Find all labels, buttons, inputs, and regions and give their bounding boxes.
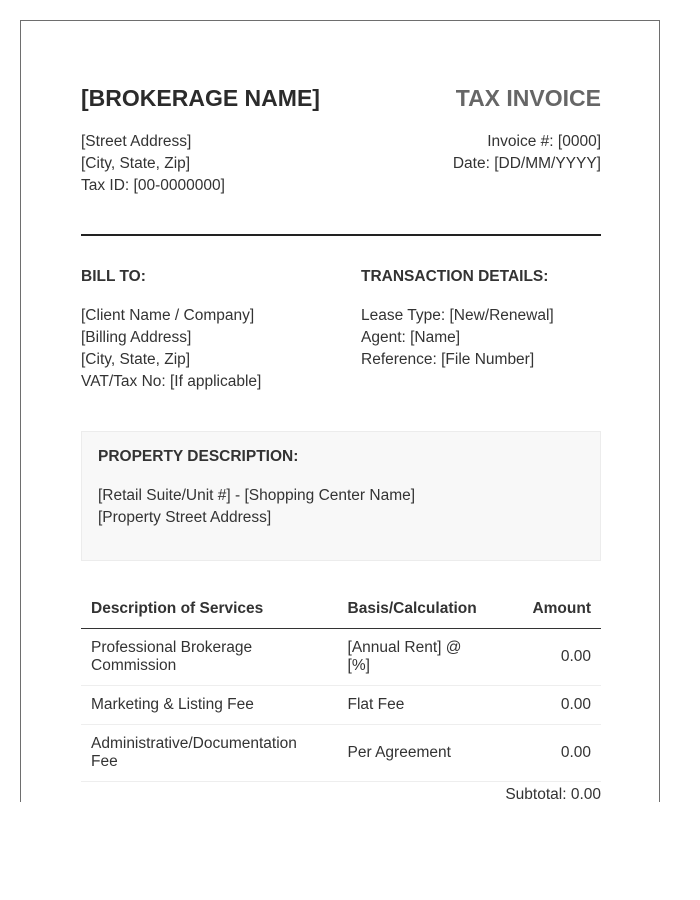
invoice-meta: [453, 131, 601, 175]
service-amount: 0.00: [497, 629, 601, 686]
invoice-date: Date: [DD/MM/YYYY]: [452, 155, 601, 172]
column-header-description: Description of Services: [81, 590, 338, 629]
property-description-lines: [98, 485, 584, 529]
brokerage-name: [BROKERAGE NAME]: [81, 85, 320, 111]
transaction-details-heading: TRANSACTION DETAILS:: [361, 268, 549, 285]
table-row: [81, 725, 601, 782]
billing-address: [Billing Address]: [81, 329, 192, 346]
column-header-amount: Amount: [497, 590, 601, 629]
brokerage-street: [Street Address]: [81, 133, 192, 150]
service-basis: [Annual Rent] @ [%]: [338, 629, 497, 686]
reference-number: Reference: [File Number]: [361, 351, 535, 368]
service-description: Marketing & Listing Fee: [81, 686, 338, 725]
service-description: Professional Brokerage Commission: [81, 629, 338, 686]
brokerage-address: [81, 131, 225, 197]
brokerage-city-state-zip: [City, State, Zip]: [81, 155, 191, 172]
agent-name: Agent: [Name]: [361, 329, 461, 346]
service-basis: Per Agreement: [338, 725, 497, 782]
subtotal: Subtotal: 0.00: [505, 786, 601, 802]
client-name: [Client Name / Company]: [81, 307, 255, 324]
services-table: [81, 590, 601, 782]
client-city-state-zip: [City, State, Zip]: [81, 351, 191, 368]
document-title: TAX INVOICE: [455, 85, 601, 111]
bill-to-details: [81, 305, 261, 393]
service-description: Administrative/Documentation Fee: [81, 725, 338, 782]
invoice-page: [20, 20, 660, 802]
column-header-basis: Basis/Calculation: [338, 590, 497, 629]
bill-to-heading: BILL TO:: [81, 268, 146, 285]
lease-type: Lease Type: [New/Renewal]: [361, 307, 554, 324]
table-row: [81, 629, 601, 686]
services-header-row: [81, 590, 601, 629]
service-amount: 0.00: [497, 686, 601, 725]
header-divider: [81, 234, 601, 236]
property-description-box: [81, 431, 601, 561]
service-basis: Flat Fee: [338, 686, 497, 725]
property-address-line: [Property Street Address]: [98, 509, 272, 526]
property-unit-line: [Retail Suite/Unit #] - [Shopping Center Name]: [98, 487, 416, 504]
client-vat-number: VAT/Tax No: [If applicable]: [81, 373, 262, 390]
service-amount: 0.00: [497, 725, 601, 782]
transaction-details-section: [361, 268, 554, 371]
table-row: [81, 686, 601, 725]
property-description-heading: PROPERTY DESCRIPTION:: [98, 448, 299, 465]
transaction-details-list: [361, 305, 554, 371]
invoice-number: Invoice #: [0000]: [487, 133, 601, 150]
brokerage-tax-id: Tax ID: [00-0000000]: [81, 177, 225, 194]
bill-to-section: [81, 268, 261, 393]
